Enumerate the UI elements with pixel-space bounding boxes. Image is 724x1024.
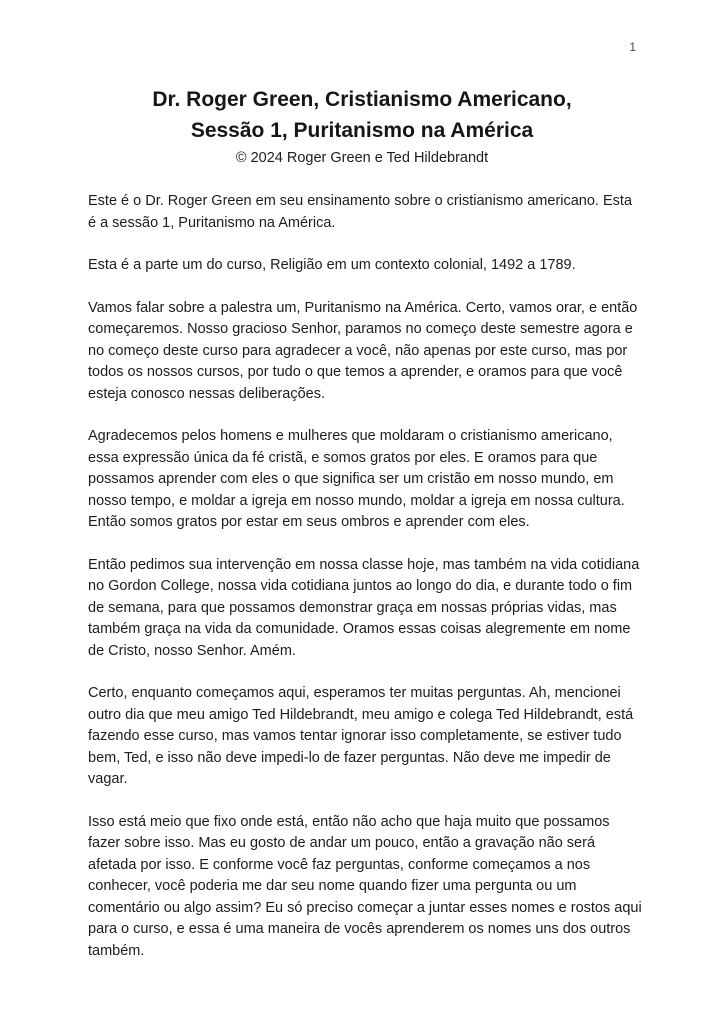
document-body	[88, 191, 642, 962]
copyright-line: © 2024 Roger Green e Ted Hildebrandt	[235, 150, 489, 166]
paragraph-5: Então pedimos sua intervenção em nossa classe hoje, mas também na vida cotidiana no Gordon College, nossa vida cotidiana juntos ao longo do dia, e durante todo o fim de semana, para que possamos demonstrar graça em nossas próprias vidas, mas também graça na vida da comunidade. Oramos essas coisas alegremente em nome de Cristo, nosso Senhor. Amém.	[88, 556, 640, 659]
paragraph-7: Isso está meio que fixo onde está, então não acho que haja muito que possamos fazer sobre isso. Mas eu gosto de andar um pouco, então a gravação não será afetada por isso. E conforme você faz perguntas, conforme começamos a nos conhecer, você poderia me dar seu nome quando fizer uma pergunta ou um comentário ou algo assim? Eu só preciso começar a juntar esses nomes e rostos aqui para o curso, e essa é uma maneira de vocês aprenderem os nomes uns dos outros também.	[88, 813, 642, 959]
paragraph-2: Esta é a parte um do curso, Religião em um contexto colonial, 1492 a 1789.	[88, 257, 576, 273]
paragraph-1: Este é o Dr. Roger Green em seu ensinamento sobre o cristianismo americano. Esta é a sessão 1, Puritanismo na América.	[88, 193, 633, 231]
page-number: 1	[629, 40, 636, 54]
title-line-2: Sessão 1, Puritanismo na América	[190, 119, 534, 142]
paragraph-4: Agradecemos pelos homens e mulheres que moldaram o cristianismo americano, essa expressão única da fé cristã, e somos gratos por eles. E oramos para que possamos aprender com eles o que significa ser um cristão em nosso mundo, em nosso tempo, e moldar a igreja em nosso mundo, moldar a igreja em nossa cultura. Então somos gratos por estar em seus ombros e aprender com eles.	[88, 428, 625, 530]
title-line-1: Dr. Roger Green, Cristianismo Americano,	[152, 88, 572, 111]
paragraph-6: Certo, enquanto começamos aqui, esperamos ter muitas perguntas. Ah, mencionei outro dia que meu amigo Ted Hildebrandt, meu amigo e colega Ted Hildebrandt, está fazendo esse curso, mas vamos tentar ignorar isso completamente, se estiver tudo bem, Ted, e isso não deve impedi-lo de fazer perguntas. Não deve me impedir de vagar.	[88, 685, 634, 787]
document-title	[60, 84, 664, 146]
paragraph-3: Vamos falar sobre a palestra um, Puritanismo na América. Certo, vamos orar, e então começaremos. Nosso gracioso Senhor, paramos no começo deste semestre agora e no começo deste curso para agradecer a você, não apenas por este curso, mas por todos os nossos cursos, por tudo o que temos a aprender, e oramos para que você esteja conosco nessas deliberações.	[88, 299, 638, 402]
